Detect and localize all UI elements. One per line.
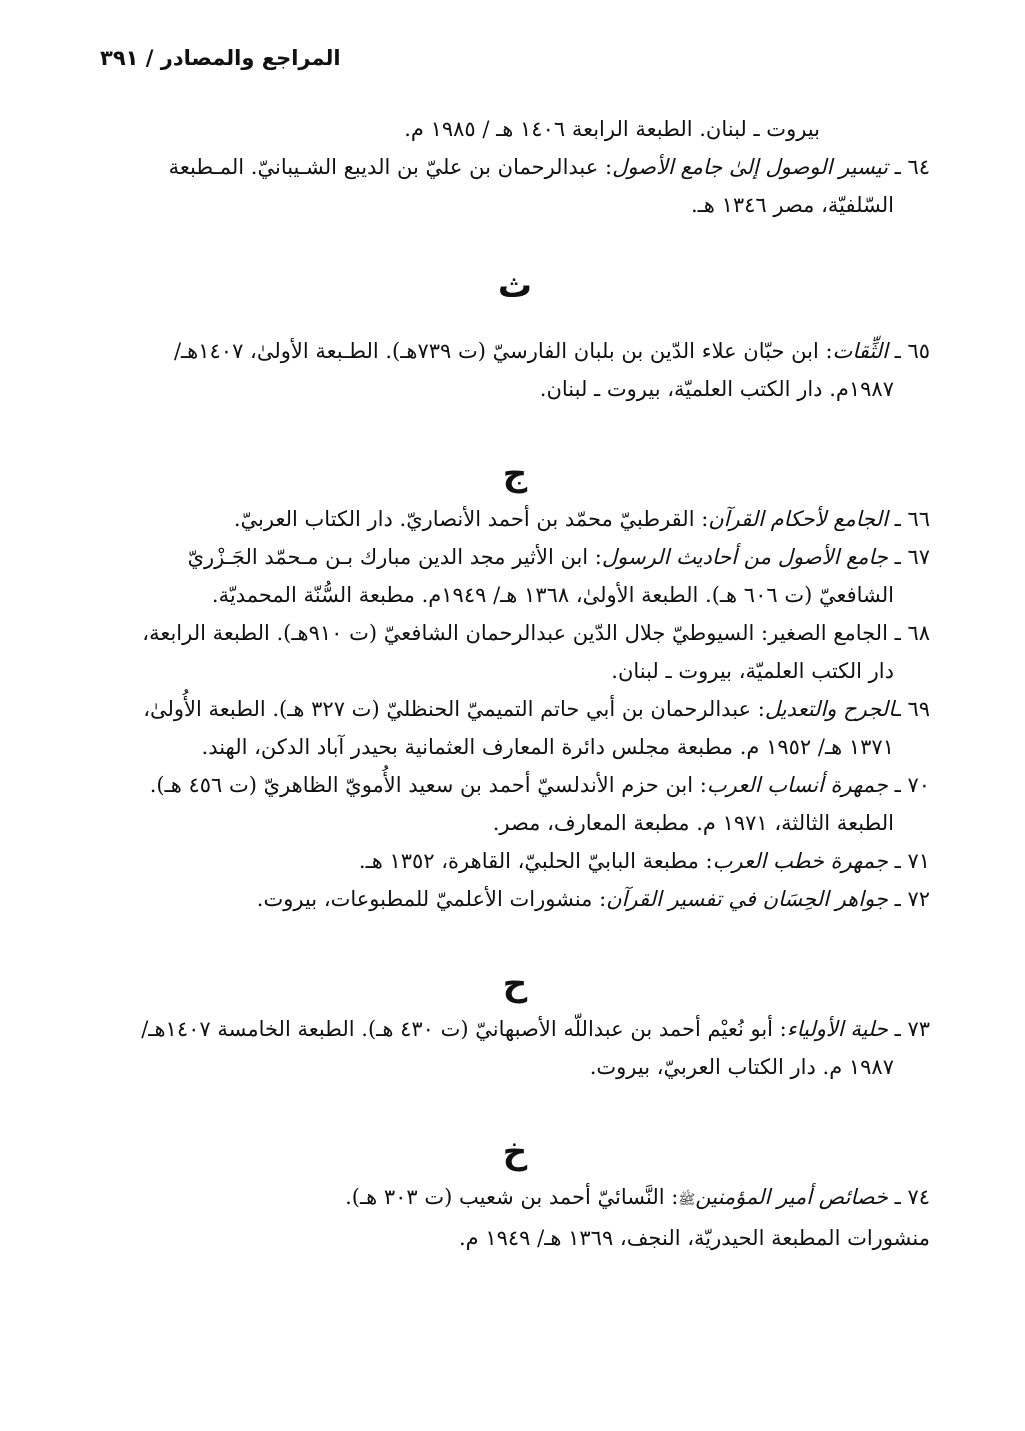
entry-number: ٧٢ ـ bbox=[887, 887, 930, 911]
section-letter-kha: خ bbox=[502, 1132, 528, 1172]
entry-69 bbox=[100, 690, 930, 766]
continuation-line: بيروت ـ لبنان. الطبعة الرابعة ١٤٠٦ هـ / ١٩٨٥ م. bbox=[404, 117, 820, 141]
entry-text: : ابن حبّان علاء الدّين بن بلبان الفارسيّ (ت ٧٣٩هـ). الطـبعة الأولىٰ، ١٤٠٧هـ/ bbox=[173, 339, 833, 363]
entry-66 bbox=[100, 500, 930, 538]
entry-text: : ابن حزم الأندلسيّ أحمد بن سعيد الأُمويّ الظاهريّ (ت ٤٥٦ هـ). bbox=[149, 773, 707, 797]
entry-72 bbox=[100, 880, 930, 918]
entry-continuation: منشورات المطبعة الحيدريّة، النجف، ١٣٦٩ هـ/ ١٩٤٩ م. bbox=[458, 1226, 930, 1250]
entry-74 bbox=[100, 1178, 930, 1257]
entry-number: ٦٩ ـ bbox=[894, 697, 930, 721]
entry-title: جمهرة أنساب العرب bbox=[706, 773, 888, 797]
entry-continuation: ١٩٨٧ م. دار الكتاب العربيّ، بيروت. bbox=[589, 1055, 894, 1079]
entry-number: ٦٨ ـ bbox=[887, 621, 930, 645]
entry-text: : ابن الأثير مجد الدين مبارك بـن مـحمّد الجَـزْريّ bbox=[187, 545, 602, 569]
entry-title: حلية الأولياء bbox=[786, 1017, 888, 1041]
entry-text: : منشورات الأعلميّ للمطبوعات، بيروت. bbox=[256, 887, 607, 911]
entry-text: : القرطبيّ محمّد بن أحمد الأنصاريّ. دار الكتاب العربيّ. bbox=[233, 507, 709, 531]
entry-73 bbox=[100, 1010, 930, 1086]
entry-title: خصائص أمير المؤمنين bbox=[695, 1185, 888, 1209]
entry-70 bbox=[100, 766, 930, 842]
entry-title: جامع الأصول من أحاديث الرسول bbox=[601, 545, 888, 569]
entry-text: : أبو نُعيْم أحمد بن عبداللّه الأصبهانيّ (ت ٤٣٠ هـ). الطبعة الخامسة ١٤٠٧هـ/ bbox=[141, 1017, 787, 1041]
section-letter-tha: ث bbox=[497, 266, 533, 306]
document-page bbox=[100, 38, 930, 1398]
entry-number: ٧٣ ـ bbox=[887, 1017, 930, 1041]
entry-number: ٦٥ ـ bbox=[887, 339, 930, 363]
entry-68 bbox=[100, 614, 930, 690]
entry-continuation: الشافعيّ (ت ٦٠٦ هـ). الطبعة الأولىٰ، ١٣٦٨ هـ/ ١٩٤٩م. مطبعة السُّنّة المحمديّة. bbox=[211, 583, 894, 607]
entry-64 bbox=[100, 148, 930, 224]
entry-65 bbox=[100, 332, 930, 408]
entry-continuation: الطبعة الثالثة، ١٩٧١ م. مطبعة المعارف، مصر. bbox=[492, 811, 894, 835]
entry-number: ٦٧ ـ bbox=[887, 545, 930, 569]
entry-text: : النَّسائيّ أحمد بن شعيب (ت ٣٠٣ هـ). bbox=[345, 1185, 679, 1209]
running-head-title: المراجع والمصادر bbox=[160, 46, 341, 70]
section-letter-ha: ح bbox=[502, 964, 528, 1004]
entry-title: جواهر الحِسَان في تفسير القرآن bbox=[606, 887, 888, 911]
entry-title: الجامع لأحكام القرآن bbox=[708, 507, 888, 531]
entry-text: : عبدالرحمان بن أبي حاتم التميميّ الحنظليّ (ت ٣٢٧ هـ). الطبعة الأُولىٰ، bbox=[143, 697, 765, 721]
entry-title: جمهرة خطب العرب bbox=[712, 849, 888, 873]
entry-text: : عبدالرحمان بن عليّ بن الديبع الشـيبانيّ. المـطبعة bbox=[168, 155, 613, 179]
entry-text: : مطبعة البابيّ الحلبيّ، القاهرة، ١٣٥٢ هـ. bbox=[358, 849, 713, 873]
running-head bbox=[100, 38, 930, 78]
entry-title: تيسير الوصول إلىٰ جامع الأصول bbox=[612, 155, 888, 179]
entry-number: ٧٠ ـ bbox=[887, 773, 930, 797]
entry-continuation: السّلفيّة، مصر ١٣٤٦ هـ. bbox=[690, 193, 894, 217]
entry-text: الجامع الصغير: السيوطيّ جلال الدّين عبدالرحمان الشافعيّ (ت ٩١٠هـ). الطبعة الرابعة، bbox=[142, 621, 888, 645]
entry-number: ٦٤ ـ bbox=[887, 155, 930, 179]
page-number: ٣٩١ bbox=[100, 46, 139, 70]
entry-number: ٧١ ـ bbox=[887, 849, 930, 873]
entry-continuation: ١٣٧١ هـ/ ١٩٥٢ م. مطبعة مجلس دائرة المعارف العثمانية بحيدر آباد الدكن، الهند. bbox=[201, 735, 894, 759]
entry-continuation: دار الكتب العلميّة، بيروت ـ لبنان. bbox=[611, 659, 894, 683]
entry-71 bbox=[100, 842, 930, 880]
section-letter-jim: ج bbox=[502, 454, 528, 494]
entry-title: الجرح والتعديل bbox=[764, 697, 895, 721]
entry-67 bbox=[100, 538, 930, 614]
entry-continuation: ١٩٨٧م. دار الكتب العلميّة، بيروت ـ لبنان. bbox=[539, 377, 894, 401]
running-head-separator: / bbox=[145, 46, 154, 70]
entry-title: الثِّقات bbox=[832, 339, 888, 363]
entry-number: ٧٤ ـ bbox=[887, 1185, 930, 1209]
entry-number: ٦٦ ـ bbox=[887, 507, 930, 531]
honorific-glyph: ﷺ bbox=[678, 1192, 696, 1208]
